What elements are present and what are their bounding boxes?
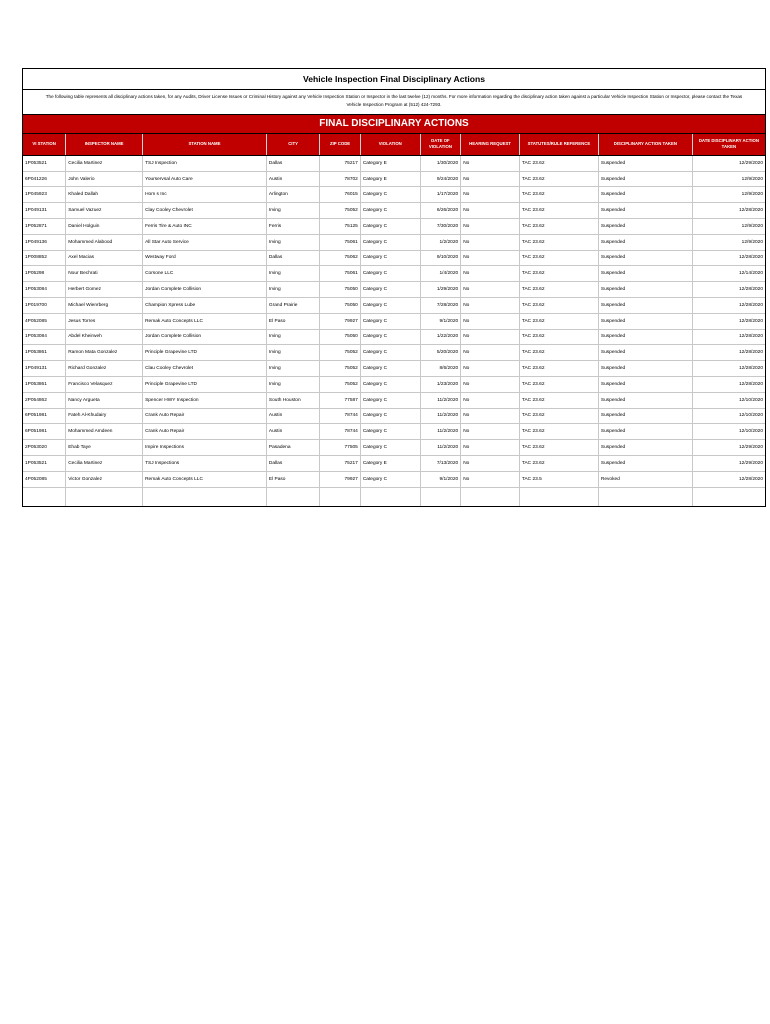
cell-hearing-request: No	[461, 187, 520, 203]
cell-station-name: Remak Auto Concepts LLC	[143, 471, 267, 487]
cell-inspector-name: Jesus Torres	[66, 313, 143, 329]
cell-statute-reference: TAC 23.62	[519, 187, 598, 203]
cell-violation: Category C	[360, 266, 420, 282]
cell-zip-code: 75062	[320, 250, 361, 266]
cell-action-date: 12/28/2020	[692, 313, 765, 329]
cell-action-date: 12/10/2020	[692, 424, 765, 440]
table-row	[23, 345, 765, 361]
cell-date-of-violation: 7/30/2020	[420, 219, 461, 235]
cell-station-name: Impire Inspections	[143, 440, 267, 456]
cell-zip-code: 75125	[320, 219, 361, 235]
cell-vi-station: 4P052085	[23, 471, 66, 487]
cell-date-of-violation: 11/2/2020	[420, 408, 461, 424]
cell-date-of-violation: 6/26/2020	[420, 203, 461, 219]
empty-cell	[266, 487, 319, 506]
cell-hearing-request: No	[461, 376, 520, 392]
col-header-violation: VIOLATION	[360, 134, 420, 156]
cell-inspector-name: Samuel Vazuez	[66, 203, 143, 219]
cell-station-name: Crank Auto Repair	[143, 424, 267, 440]
cell-statute-reference: TAC 23.62	[519, 329, 598, 345]
cell-vi-station: 2P054862	[23, 392, 66, 408]
cell-action-taken: Suspended	[598, 361, 692, 377]
cell-statute-reference: TAC 23.62	[519, 424, 598, 440]
col-header-zip-code: ZIP CODE	[320, 134, 361, 156]
cell-date-of-violation: 1/4/2020	[420, 266, 461, 282]
cell-zip-code: 76015	[320, 187, 361, 203]
cell-city: South Houston	[266, 392, 319, 408]
cell-statute-reference: TAC 23.62	[519, 408, 598, 424]
cell-statute-reference: TAC 23.62	[519, 345, 598, 361]
cell-action-date: 12/10/2020	[692, 408, 765, 424]
cell-statute-reference: TAC 23.62	[519, 234, 598, 250]
cell-hearing-request: No	[461, 345, 520, 361]
disciplinary-sheet	[22, 68, 766, 507]
cell-action-date: 12/29/2020	[692, 440, 765, 456]
cell-hearing-request: No	[461, 408, 520, 424]
cell-action-taken: Suspended	[598, 203, 692, 219]
cell-violation: Category C	[360, 187, 420, 203]
cell-vi-station: 1P019700	[23, 297, 66, 313]
cell-inspector-name: Cecilia Martinez	[66, 455, 143, 471]
cell-city: Austin	[266, 408, 319, 424]
cell-station-name: Principle Grapevine LTD	[143, 345, 267, 361]
cell-violation: Category C	[360, 313, 420, 329]
cell-violation: Category C	[360, 329, 420, 345]
empty-cell	[320, 487, 361, 506]
cell-date-of-violation: 1/23/2020	[420, 376, 461, 392]
cell-action-taken: Suspended	[598, 219, 692, 235]
table-header-row	[23, 134, 765, 156]
cell-city: Dallas	[266, 155, 319, 171]
cell-city: Irving	[266, 234, 319, 250]
cell-station-name: Corsone LLC	[143, 266, 267, 282]
cell-zip-code: 79927	[320, 313, 361, 329]
cell-vi-station: 1P052871	[23, 219, 66, 235]
cell-date-of-violation: 9/1/2020	[420, 471, 461, 487]
cell-hearing-request: No	[461, 424, 520, 440]
cell-date-of-violation: 8/6/2020	[420, 361, 461, 377]
table-row	[23, 155, 765, 171]
cell-vi-station: 1P049131	[23, 361, 66, 377]
cell-station-name: Spencer HWY Inspection	[143, 392, 267, 408]
cell-violation: Category E	[360, 171, 420, 187]
cell-inspector-name: Herbert Gomez	[66, 282, 143, 298]
cell-zip-code: 77587	[320, 392, 361, 408]
cell-hearing-request: No	[461, 203, 520, 219]
cell-date-of-violation: 9/24/2020	[420, 171, 461, 187]
cell-vi-station: 2P053020	[23, 440, 66, 456]
cell-date-of-violation: 5/20/2020	[420, 345, 461, 361]
empty-cell	[420, 487, 461, 506]
cell-inspector-name: Fateh Al-Khudairy	[66, 408, 143, 424]
cell-hearing-request: No	[461, 361, 520, 377]
cell-city: Arlington	[266, 187, 319, 203]
cell-action-date: 12/28/2020	[692, 345, 765, 361]
cell-action-taken: Suspended	[598, 297, 692, 313]
cell-statute-reference: TAC 23.62	[519, 282, 598, 298]
cell-violation: Category E	[360, 155, 420, 171]
cell-action-taken: Suspended	[598, 187, 692, 203]
cell-hearing-request: No	[461, 297, 520, 313]
empty-cell	[360, 487, 420, 506]
cell-action-date: 12/28/2020	[692, 297, 765, 313]
cell-vi-station: 1P053521	[23, 455, 66, 471]
cell-statute-reference: TAC 23.62	[519, 376, 598, 392]
cell-action-date: 12/28/2020	[692, 250, 765, 266]
cell-action-date: 12/14/2020	[692, 266, 765, 282]
cell-station-name: Ferris Tire & Auto INC	[143, 219, 267, 235]
table-row	[23, 203, 765, 219]
cell-violation: Category C	[360, 297, 420, 313]
cell-action-date: 12/9/2020	[692, 219, 765, 235]
cell-statute-reference: TAC 23.62	[519, 297, 598, 313]
cell-zip-code: 78744	[320, 424, 361, 440]
cell-action-taken: Suspended	[598, 313, 692, 329]
cell-statute-reference: TAC 23.5	[519, 471, 598, 487]
cell-hearing-request: No	[461, 455, 520, 471]
cell-city: Pasadena	[266, 440, 319, 456]
cell-inspector-name: Mohammed Alabood	[66, 234, 143, 250]
cell-city: Austin	[266, 171, 319, 187]
cell-hearing-request: No	[461, 313, 520, 329]
cell-date-of-violation: 1/30/2020	[420, 155, 461, 171]
cell-violation: Category E	[360, 455, 420, 471]
cell-zip-code: 75052	[320, 376, 361, 392]
cell-action-date: 12/29/2020	[692, 155, 765, 171]
table-row	[23, 171, 765, 187]
cell-inspector-name: Ehab Taye	[66, 440, 143, 456]
cell-city: Irving	[266, 266, 319, 282]
cell-date-of-violation: 9/10/2020	[420, 250, 461, 266]
cell-hearing-request: No	[461, 155, 520, 171]
cell-date-of-violation: 1/17/2020	[420, 187, 461, 203]
table-row	[23, 219, 765, 235]
cell-date-of-violation: 1/29/2020	[420, 282, 461, 298]
cell-vi-station: 6P051981	[23, 424, 66, 440]
cell-station-name: Westway Ford	[143, 250, 267, 266]
cell-vi-station: 1P049136	[23, 234, 66, 250]
cell-statute-reference: TAC 23.62	[519, 455, 598, 471]
cell-zip-code: 75061	[320, 234, 361, 250]
cell-inspector-name: Victor Gonzalez	[66, 471, 143, 487]
table-row	[23, 313, 765, 329]
cell-vi-station: 1P05298	[23, 266, 66, 282]
cell-action-taken: Suspended	[598, 345, 692, 361]
cell-action-date: 12/9/2020	[692, 187, 765, 203]
cell-hearing-request: No	[461, 329, 520, 345]
table-row	[23, 471, 765, 487]
col-header-date-of-violation: DATE OF VIOLATION	[420, 134, 461, 156]
cell-violation: Category C	[360, 471, 420, 487]
cell-station-name: Hom s Inc	[143, 187, 267, 203]
cell-zip-code: 75052	[320, 361, 361, 377]
cell-station-name: Jordan Complete Collision	[143, 329, 267, 345]
cell-station-name: Champion Xpress Lube	[143, 297, 267, 313]
cell-action-taken: Suspended	[598, 266, 692, 282]
cell-vi-station: 1P053084	[23, 282, 66, 298]
cell-statute-reference: TAC 23.62	[519, 250, 598, 266]
cell-city: Dallas	[266, 455, 319, 471]
cell-inspector-name: Nour Bechrati	[66, 266, 143, 282]
cell-hearing-request: No	[461, 266, 520, 282]
cell-action-taken: Suspended	[598, 282, 692, 298]
cell-vi-station: 1P045923	[23, 187, 66, 203]
cell-inspector-name: Mohammed Amdeen	[66, 424, 143, 440]
cell-action-taken: Suspended	[598, 408, 692, 424]
table-row	[23, 297, 765, 313]
cell-date-of-violation: 9/1/2020	[420, 313, 461, 329]
table-row	[23, 392, 765, 408]
cell-statute-reference: TAC 23.62	[519, 361, 598, 377]
cell-city: Irving	[266, 345, 319, 361]
cell-date-of-violation: 7/13/2020	[420, 455, 461, 471]
cell-inspector-name: Daniel Holguin	[66, 219, 143, 235]
cell-city: El Paso	[266, 313, 319, 329]
table-row	[23, 329, 765, 345]
cell-city: Grand Prairie	[266, 297, 319, 313]
cell-zip-code: 78744	[320, 408, 361, 424]
cell-violation: Category C	[360, 219, 420, 235]
table-row	[23, 376, 765, 392]
cell-action-taken: Suspended	[598, 424, 692, 440]
cell-violation: Category C	[360, 234, 420, 250]
cell-inspector-name: Abdel Kheirweh	[66, 329, 143, 345]
col-header-action-taken: DISCIPLINARY ACTION TAKEN	[598, 134, 692, 156]
col-header-action-date: DATE DISCIPLINARY ACTION TAKEN	[692, 134, 765, 156]
cell-zip-code: 75050	[320, 282, 361, 298]
cell-vi-station: 4P052085	[23, 313, 66, 329]
cell-vi-station: 6P051981	[23, 408, 66, 424]
empty-cell	[66, 487, 143, 506]
cell-action-date: 12/10/2020	[692, 392, 765, 408]
cell-inspector-name: John Valerio	[66, 171, 143, 187]
cell-date-of-violation: 11/2/2020	[420, 392, 461, 408]
description-text: The following table represents all disciplinary actions taken, for any Audits, Driver License Issues or Criminal History against any Vehicle Inspection Station or Inspector in the last twelve (12) months. For more information regarding the disciplinary action taken against a particular Vehicle Inspection Station or Inspector, please contact the Texas Vehicle Inspection Program at (512) 424-7293.	[23, 90, 765, 115]
col-header-inspector-name: INSPECTOR NAME	[66, 134, 143, 156]
cell-station-name: Jordan Complete Collision	[143, 282, 267, 298]
cell-violation: Category C	[360, 408, 420, 424]
cell-violation: Category C	[360, 361, 420, 377]
cell-hearing-request: No	[461, 234, 520, 250]
cell-hearing-request: No	[461, 171, 520, 187]
cell-zip-code: 75052	[320, 203, 361, 219]
cell-statute-reference: TAC 23.62	[519, 313, 598, 329]
cell-action-date: 12/29/2020	[692, 455, 765, 471]
cell-date-of-violation: 11/2/2020	[420, 440, 461, 456]
cell-vi-station: 1P053521	[23, 155, 66, 171]
cell-date-of-violation: 1/2/2020	[420, 234, 461, 250]
cell-action-taken: Suspended	[598, 155, 692, 171]
cell-inspector-name: Cecilia Martinez	[66, 155, 143, 171]
cell-action-date: 12/9/2020	[692, 171, 765, 187]
cell-zip-code: 75052	[320, 345, 361, 361]
col-header-city: CITY	[266, 134, 319, 156]
cell-action-taken: Suspended	[598, 392, 692, 408]
cell-city: Irving	[266, 329, 319, 345]
cell-action-date: 12/9/2020	[692, 234, 765, 250]
cell-zip-code: 79927	[320, 471, 361, 487]
cell-city: Irving	[266, 376, 319, 392]
table-row	[23, 234, 765, 250]
empty-cell	[143, 487, 267, 506]
cell-inspector-name: Khaled Dallah	[66, 187, 143, 203]
cell-station-name: Yourservsal Auto Care	[143, 171, 267, 187]
cell-city: El Paso	[266, 471, 319, 487]
cell-violation: Category C	[360, 424, 420, 440]
cell-action-date: 12/28/2020	[692, 471, 765, 487]
cell-violation: Category C	[360, 282, 420, 298]
cell-zip-code: 75050	[320, 329, 361, 345]
col-header-statute-reference: STATUTES/RULE REFERENCE	[519, 134, 598, 156]
empty-row	[23, 487, 765, 506]
table-row	[23, 455, 765, 471]
cell-date-of-violation: 11/2/2020	[420, 424, 461, 440]
cell-vi-station: 1P008852	[23, 250, 66, 266]
cell-violation: Category C	[360, 250, 420, 266]
cell-action-date: 12/28/2020	[692, 376, 765, 392]
cell-zip-code: 75217	[320, 455, 361, 471]
cell-violation: Category C	[360, 440, 420, 456]
cell-city: Irving	[266, 203, 319, 219]
cell-inspector-name: Michael Wienrberg	[66, 297, 143, 313]
cell-action-taken: Suspended	[598, 455, 692, 471]
table-row	[23, 408, 765, 424]
col-header-hearing-request: HEARING REQUEST	[461, 134, 520, 156]
cell-station-name: Remak Auto Concepts LLC	[143, 313, 267, 329]
cell-city: Irving	[266, 361, 319, 377]
cell-statute-reference: TAC 23.62	[519, 440, 598, 456]
cell-statute-reference: TAC 23.62	[519, 203, 598, 219]
cell-action-date: 12/28/2020	[692, 203, 765, 219]
cell-city: Irving	[266, 282, 319, 298]
cell-inspector-name: Richard Gonzalez	[66, 361, 143, 377]
cell-vi-station: 1P053084	[23, 329, 66, 345]
cell-hearing-request: No	[461, 282, 520, 298]
cell-city: Dallas	[266, 250, 319, 266]
empty-cell	[23, 487, 66, 506]
cell-zip-code: 75050	[320, 297, 361, 313]
cell-zip-code: 75217	[320, 155, 361, 171]
cell-station-name: All Star Auto Service	[143, 234, 267, 250]
cell-action-taken: Suspended	[598, 234, 692, 250]
cell-date-of-violation: 7/28/2020	[420, 297, 461, 313]
cell-statute-reference: TAC 23.62	[519, 392, 598, 408]
col-header-vi-station: VI STATION	[23, 134, 66, 156]
cell-violation: Category C	[360, 376, 420, 392]
empty-cell	[598, 487, 692, 506]
cell-statute-reference: TAC 23.62	[519, 171, 598, 187]
cell-action-taken: Suspended	[598, 250, 692, 266]
cell-zip-code: 78702	[320, 171, 361, 187]
cell-action-taken: Suspended	[598, 376, 692, 392]
cell-action-date: 12/28/2020	[692, 361, 765, 377]
cell-inspector-name: Axel Macias	[66, 250, 143, 266]
cell-station-name: Principle Grapevine LTD	[143, 376, 267, 392]
table-row	[23, 424, 765, 440]
table-row	[23, 361, 765, 377]
cell-city: Austin	[266, 424, 319, 440]
cell-action-taken: Revoked	[598, 471, 692, 487]
cell-action-taken: Suspended	[598, 171, 692, 187]
cell-station-name: Crank Auto Repair	[143, 408, 267, 424]
cell-hearing-request: No	[461, 219, 520, 235]
cell-statute-reference: TAC 23.62	[519, 219, 598, 235]
empty-cell	[519, 487, 598, 506]
cell-vi-station: 1P053861	[23, 376, 66, 392]
table-row	[23, 266, 765, 282]
cell-inspector-name: Francisco Velasquez	[66, 376, 143, 392]
table-row	[23, 250, 765, 266]
banner-title: FINAL DISCIPLINARY ACTIONS	[23, 115, 765, 134]
cell-violation: Category C	[360, 203, 420, 219]
cell-vi-station: 1P053861	[23, 345, 66, 361]
actions-table	[23, 134, 765, 506]
cell-station-name: Clau Cooley Chevrolet	[143, 361, 267, 377]
page-title: Vehicle Inspection Final Disciplinary Actions	[23, 69, 765, 90]
cell-city: Ferris	[266, 219, 319, 235]
cell-violation: Category C	[360, 345, 420, 361]
table-row	[23, 282, 765, 298]
cell-zip-code: 77505	[320, 440, 361, 456]
cell-inspector-name: Nancy Argueta	[66, 392, 143, 408]
cell-date-of-violation: 1/22/2020	[420, 329, 461, 345]
cell-action-taken: Suspended	[598, 440, 692, 456]
empty-cell	[461, 487, 520, 506]
cell-station-name: TSJ Inspection	[143, 155, 267, 171]
cell-action-taken: Suspended	[598, 329, 692, 345]
cell-zip-code: 75061	[320, 266, 361, 282]
cell-hearing-request: No	[461, 471, 520, 487]
cell-hearing-request: No	[461, 250, 520, 266]
table-row	[23, 440, 765, 456]
cell-station-name: TSJ Inspections	[143, 455, 267, 471]
table-row	[23, 187, 765, 203]
cell-action-date: 12/28/2020	[692, 282, 765, 298]
cell-statute-reference: TAC 23.62	[519, 155, 598, 171]
empty-cell	[692, 487, 765, 506]
col-header-station-name: STATION NAME	[143, 134, 267, 156]
cell-hearing-request: No	[461, 440, 520, 456]
cell-inspector-name: Ramon Mata Gonzalez	[66, 345, 143, 361]
cell-statute-reference: TAC 23.62	[519, 266, 598, 282]
cell-action-date: 12/28/2020	[692, 329, 765, 345]
cell-station-name: Clay Cooley Chevrolet	[143, 203, 267, 219]
cell-vi-station: 1P049131	[23, 203, 66, 219]
cell-violation: Category C	[360, 392, 420, 408]
cell-vi-station: 6P041226	[23, 171, 66, 187]
cell-hearing-request: No	[461, 392, 520, 408]
